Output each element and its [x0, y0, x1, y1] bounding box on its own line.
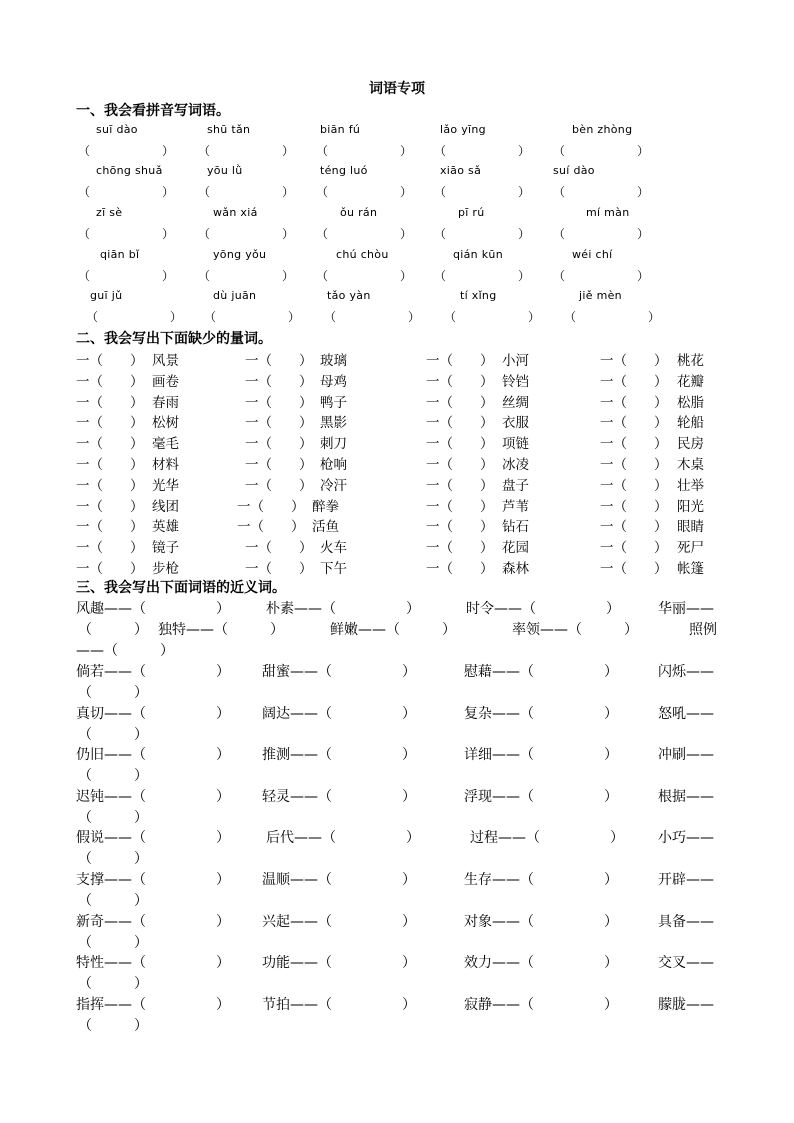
answer-blank: （ ） [553, 144, 650, 158]
measure-word-noun: 材料 [152, 457, 179, 473]
page-title: 词语专项 [369, 81, 425, 97]
measure-word-blank: 一（ ） [600, 519, 668, 536]
answer-blank: （ ） [204, 310, 301, 324]
synonym-word: 具备—— [658, 913, 714, 930]
answer-blank: （ ） [316, 227, 413, 241]
measure-word-blank: 一（ ） [600, 457, 668, 473]
measure-word-noun: 眼睛 [677, 519, 704, 536]
answer-blank: （ ） [316, 144, 413, 158]
measure-word-blank: 一（ ） [245, 436, 313, 453]
answer-blank: （ ） [78, 976, 148, 993]
measure-word-noun: 冰凌 [502, 457, 529, 473]
measure-word-noun: 毫毛 [152, 436, 179, 453]
synonym-item: 推测——（ ） [262, 747, 416, 764]
synonym-item: 兴起——（ ） [262, 913, 416, 930]
answer-blank: （ ） [198, 227, 295, 241]
measure-word-noun: 步枪 [152, 561, 179, 577]
synonym-word: 交叉—— [658, 955, 714, 972]
pinyin-prompt: pī rú [458, 206, 485, 219]
measure-word-blank: 一（ ） [76, 498, 144, 515]
answer-blank: （ ） [78, 685, 148, 701]
pinyin-prompt: chú chòu [336, 248, 389, 261]
measure-word-noun: 下午 [320, 561, 347, 577]
answer-blank: （ ） [78, 851, 148, 868]
measure-word-noun: 丝绸 [502, 394, 529, 411]
synonym-item: 迟钝——（ ） [76, 788, 230, 805]
measure-word-blank: 一（ ） [426, 415, 494, 432]
measure-word-blank: 一（ ） [426, 457, 494, 473]
synonym-item: 详细——（ ） [464, 747, 618, 764]
measure-word-blank: 一（ ） [245, 457, 313, 473]
measure-word-blank: 一（ ） [426, 353, 494, 369]
measure-word-blank: 一（ ） [76, 519, 144, 536]
measure-word-noun: 玻璃 [320, 353, 347, 369]
synonym-item: 后代——（ ） [266, 830, 420, 847]
synonym-item: 功能——（ ） [262, 955, 416, 972]
measure-word-blank: 一（ ） [245, 353, 313, 369]
synonym-item: 新奇——（ ） [76, 913, 230, 930]
synonym-item: 寂静——（ ） [464, 996, 618, 1013]
measure-word-blank: 一（ ） [600, 394, 668, 411]
pinyin-prompt: wéi chí [572, 248, 613, 261]
measure-word-blank: 一（ ） [600, 436, 668, 453]
synonym-word: 根据—— [658, 788, 714, 805]
pinyin-prompt: qiān bǐ [100, 248, 140, 261]
synonym-item: 朴素——（ ） [266, 601, 420, 617]
measure-word-blank: 一（ ） [245, 540, 313, 557]
answer-blank: （ ） [198, 185, 295, 199]
synonym-item: 浮现——（ ） [464, 788, 618, 805]
synonym-item: 仍旧——（ ） [76, 747, 230, 764]
answer-blank: （ ） [78, 809, 148, 826]
answer-blank: （ ） [553, 227, 650, 241]
measure-word-noun: 黑影 [320, 415, 347, 432]
pinyin-prompt: suí dào [553, 164, 595, 177]
measure-word-noun: 鸭子 [320, 394, 347, 411]
measure-word-blank: 一（ ） [76, 436, 144, 453]
measure-word-noun: 森林 [502, 561, 529, 577]
synonym-item: 时令——（ ） [466, 601, 620, 617]
synonym-item: 轻灵——（ ） [262, 788, 416, 805]
synonym-item: 风趣——（ ） [76, 601, 230, 617]
synonym-item: 独特——（ ） [158, 622, 284, 638]
synonym-word: 照例 [689, 622, 717, 638]
pinyin-prompt: guī jǔ [90, 289, 123, 302]
measure-word-noun: 松脂 [677, 394, 704, 411]
measure-word-blank: 一（ ） [600, 415, 668, 432]
pinyin-prompt: zī sè [96, 206, 123, 219]
measure-word-noun: 英雄 [152, 519, 179, 536]
answer-blank: ——（ ） [76, 643, 174, 659]
measure-word-blank: 一（ ） [245, 373, 313, 390]
synonym-item: 生存——（ ） [464, 872, 618, 888]
pinyin-prompt: tí xǐng [460, 289, 497, 302]
section1-heading: 一、我会看拼音写词语。 [76, 103, 230, 119]
measure-word-blank: 一（ ） [245, 561, 313, 577]
measure-word-blank: 一（ ） [600, 353, 668, 369]
synonym-item: 对象——（ ） [464, 913, 618, 930]
measure-word-noun: 火车 [320, 540, 347, 557]
measure-word-noun: 木桌 [677, 457, 704, 473]
measure-word-noun: 铃铛 [502, 373, 529, 390]
measure-word-blank: 一（ ） [426, 540, 494, 557]
measure-word-blank: 一（ ） [600, 477, 668, 494]
synonym-item: 鲜嫩——（ ） [330, 622, 456, 638]
measure-word-blank: 一（ ） [76, 353, 144, 369]
answer-blank: （ ） [444, 310, 541, 324]
measure-word-noun: 阳光 [677, 498, 704, 515]
synonym-word: 华丽—— [658, 601, 714, 617]
measure-word-noun: 壮举 [677, 477, 704, 494]
measure-word-blank: 一（ ） [600, 498, 668, 515]
pinyin-prompt: lǎo yīng [440, 123, 486, 136]
measure-word-noun: 盘子 [502, 477, 529, 494]
measure-word-blank: 一（ ） [76, 540, 144, 557]
measure-word-blank: 一（ ） [426, 436, 494, 453]
answer-blank: （ ） [78, 893, 148, 909]
measure-word-noun: 母鸡 [320, 373, 347, 390]
answer-blank: （ ） [553, 269, 650, 283]
measure-word-blank: 一（ ） [76, 561, 144, 577]
pinyin-prompt: dù juān [213, 289, 257, 302]
synonym-item: 倘若——（ ） [76, 664, 230, 680]
answer-blank: （ ） [434, 144, 531, 158]
measure-word-noun: 枪响 [320, 457, 347, 473]
pinyin-prompt: xiāo sǎ [440, 164, 482, 177]
synonym-item: 节拍——（ ） [262, 996, 416, 1013]
measure-word-blank: 一（ ） [426, 477, 494, 494]
answer-blank: （ ） [78, 269, 175, 283]
pinyin-prompt: wǎn xiá [213, 206, 258, 219]
pinyin-prompt: biān fú [320, 123, 361, 136]
measure-word-blank: 一（ ） [426, 519, 494, 536]
pinyin-prompt: qián kūn [453, 248, 503, 261]
measure-word-noun: 桃花 [677, 353, 704, 369]
measure-word-noun: 钻石 [502, 519, 529, 536]
measure-word-blank: 一（ ） [76, 477, 144, 494]
synonym-item: 温顺——（ ） [262, 872, 416, 888]
measure-word-blank: 一（ ） [76, 373, 144, 390]
answer-blank: （ ） [78, 934, 148, 951]
synonym-item: 率领——（ ） [512, 622, 638, 638]
answer-blank: （ ） [78, 768, 148, 785]
measure-word-blank: 一（ ） [600, 540, 668, 557]
measure-word-noun: 衣服 [502, 415, 529, 432]
measure-word-noun: 民房 [677, 436, 704, 453]
answer-blank: （ ） [316, 185, 413, 199]
measure-word-blank: 一（ ） [426, 373, 494, 390]
synonym-item: 复杂——（ ） [464, 705, 618, 722]
synonym-item: 阔达——（ ） [262, 705, 416, 722]
measure-word-noun: 小河 [502, 353, 529, 369]
measure-word-noun: 帐篷 [677, 561, 704, 577]
measure-word-blank: 一（ ） [245, 415, 313, 432]
measure-word-blank: 一（ ） [600, 373, 668, 390]
measure-word-blank: 一（ ） [245, 477, 313, 494]
answer-blank: （ ） [434, 185, 531, 199]
answer-blank: （ ） [198, 144, 295, 158]
measure-word-noun: 轮船 [677, 415, 704, 432]
synonym-item: 效力——（ ） [464, 955, 618, 972]
measure-word-noun: 芦苇 [502, 498, 529, 515]
synonym-item: 指挥——（ ） [76, 996, 230, 1013]
pinyin-prompt: yōu lǜ [207, 164, 243, 177]
answer-blank: （ ） [78, 227, 175, 241]
pinyin-prompt: téng luó [320, 164, 368, 177]
answer-blank: （ ） [78, 1017, 148, 1034]
synonym-item: 甜蜜——（ ） [262, 664, 416, 680]
measure-word-blank: 一（ ） [426, 394, 494, 411]
measure-word-noun: 刺刀 [320, 436, 347, 453]
synonym-item: 真切——（ ） [76, 705, 230, 722]
answer-blank: （ ） [78, 726, 148, 743]
measure-word-blank: 一（ ） [76, 415, 144, 432]
answer-blank: （ ） [434, 227, 531, 241]
pinyin-prompt: shū tǎn [207, 123, 251, 136]
answer-blank: （ ） [86, 310, 183, 324]
pinyin-prompt: bèn zhòng [572, 123, 633, 136]
synonym-word: 小巧—— [658, 830, 714, 847]
measure-word-noun: 松树 [152, 415, 179, 432]
measure-word-blank: 一（ ） [426, 498, 494, 515]
measure-word-noun: 花瓣 [677, 373, 704, 390]
answer-blank: （ ） [78, 144, 175, 158]
measure-word-blank: 一（ ） [76, 457, 144, 473]
measure-word-blank: 一（ ） [237, 519, 305, 536]
synonym-word: 闪烁—— [658, 664, 714, 680]
synonym-word: 冲刷—— [658, 747, 714, 764]
measure-word-noun: 活鱼 [312, 519, 339, 536]
synonym-item: 慰藉——（ ） [464, 664, 618, 680]
measure-word-noun: 醉拳 [312, 498, 339, 515]
answer-blank: （ ） [434, 269, 531, 283]
pinyin-prompt: tǎo yàn [327, 289, 371, 302]
answer-blank: （ ） [564, 310, 661, 324]
measure-word-noun: 春雨 [152, 394, 179, 411]
answer-blank: （ ） [553, 185, 650, 199]
answer-blank: （ ） [78, 622, 148, 638]
measure-word-noun: 花园 [502, 540, 529, 557]
measure-word-blank: 一（ ） [426, 561, 494, 577]
pinyin-prompt: yōng yǒu [213, 248, 267, 261]
section3-heading: 三、我会写出下面词语的近义词。 [76, 580, 286, 596]
synonym-item: 过程——（ ） [470, 830, 624, 847]
pinyin-prompt: chōng shuǎ [96, 164, 163, 177]
measure-word-blank: 一（ ） [76, 394, 144, 411]
synonym-word: 朦胧—— [658, 996, 714, 1013]
section2-heading: 二、我会写出下面缺少的量词。 [76, 331, 272, 347]
measure-word-blank: 一（ ） [237, 498, 305, 515]
answer-blank: （ ） [198, 269, 295, 283]
synonym-item: 特性——（ ） [76, 955, 230, 972]
pinyin-prompt: ǒu rán [340, 206, 378, 219]
pinyin-prompt: mí màn [586, 206, 630, 219]
measure-word-noun: 画卷 [152, 373, 179, 390]
measure-word-blank: 一（ ） [245, 394, 313, 411]
measure-word-noun: 风景 [152, 353, 179, 369]
synonym-word: 怒吼—— [658, 705, 714, 722]
synonym-item: 支撑——（ ） [76, 872, 230, 888]
answer-blank: （ ） [78, 185, 175, 199]
answer-blank: （ ） [324, 310, 421, 324]
synonym-word: 开辟—— [658, 872, 714, 888]
measure-word-noun: 死尸 [677, 540, 704, 557]
measure-word-blank: 一（ ） [600, 561, 668, 577]
pinyin-prompt: suī dào [96, 123, 138, 136]
measure-word-noun: 光华 [152, 477, 179, 494]
measure-word-noun: 项链 [502, 436, 529, 453]
pinyin-prompt: jiě mèn [579, 289, 622, 302]
measure-word-noun: 冷汗 [320, 477, 347, 494]
measure-word-noun: 镜子 [152, 540, 179, 557]
answer-blank: （ ） [316, 269, 413, 283]
synonym-item: 假说——（ ） [76, 830, 230, 847]
measure-word-noun: 线团 [152, 498, 179, 515]
